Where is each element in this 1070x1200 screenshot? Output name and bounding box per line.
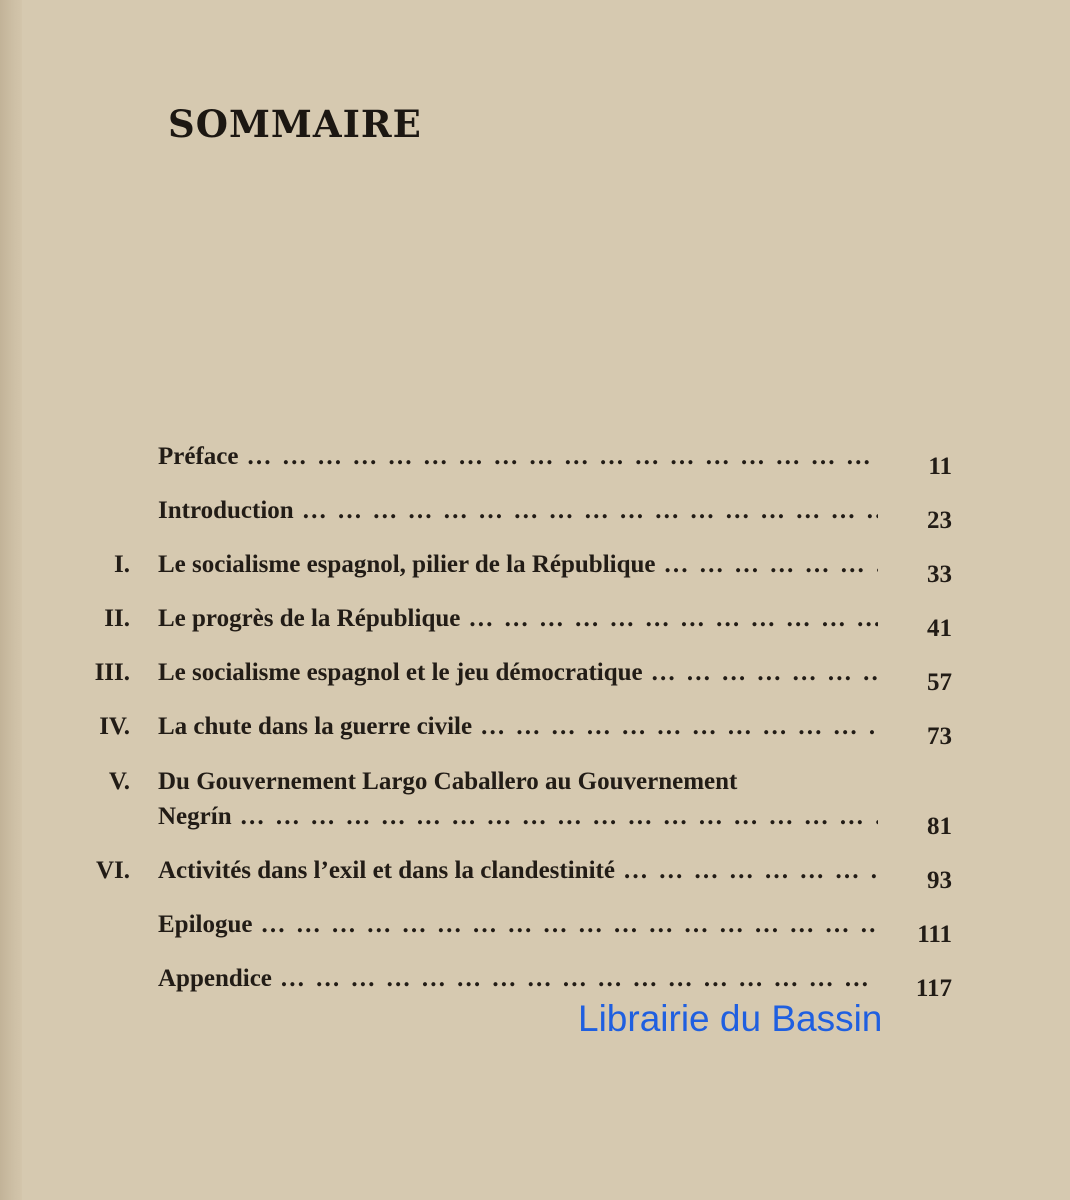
toc-entry-label: Activités dans l’exil et dans la clandestinité … … … … … … … … … … … … … … … … … … … … … … … … … … … … … … … … xyxy=(158,856,878,886)
dot-leader xyxy=(260,910,878,940)
toc-entry-number: IV. xyxy=(99,713,130,740)
toc-entry-label: Le socialisme espagnol, pilier de la République … … … … … … … … … … … … … … … … … … … … … … … … … … … … … … … … xyxy=(158,550,878,580)
dot-leader xyxy=(240,802,878,832)
toc-entry-page: 93 xyxy=(927,867,952,894)
dot-leader xyxy=(480,712,878,742)
dot-leader xyxy=(664,550,879,580)
toc-entry-label-line-1: Du Gouvernement Largo Caballero au Gouvernement xyxy=(158,768,738,795)
toc-entry-page: 23 xyxy=(927,507,952,534)
toc-entry-page: 73 xyxy=(927,723,952,750)
toc-entry-number: II. xyxy=(104,605,130,632)
toc-entry-label: Préface … … … … … … … … … … … … … … … … … … … … … … … … … … … … … … … … xyxy=(158,442,878,472)
toc-entry-label: La chute dans la guerre civile … … … … … … … … … … … … … … … … … … … … … … … … … … … … … … … … xyxy=(158,712,878,742)
toc-entry-page: 11 xyxy=(928,453,952,480)
toc-entry-label: Le progrès de la République … … … … … … … … … … … … … … … … … … … … … … … … … … … … … … … … xyxy=(158,604,878,634)
toc-entry-page: 41 xyxy=(927,615,952,642)
toc-entry-number: III. xyxy=(94,659,130,686)
toc-entry-number: I. xyxy=(114,551,130,578)
toc-entry-page: 57 xyxy=(927,669,952,696)
watermark-text: Librairie du Bassin xyxy=(578,998,883,1039)
toc-entry-page: 81 xyxy=(927,813,952,840)
dot-leader xyxy=(246,442,878,472)
dot-leader xyxy=(651,658,878,688)
toc-entry-number: VI. xyxy=(95,857,130,884)
dot-leader xyxy=(302,496,878,526)
toc-entry-label: Negrín … … … … … … … … … … … … … … … … … … … … … … … … … … … … … … … … xyxy=(158,802,878,832)
toc-entry-label: Le socialisme espagnol et le jeu démocratique … … … … … … … … … … … … … … … … … … … … … … … … … … … … … … … … xyxy=(158,658,878,688)
toc-entry-number: V. xyxy=(108,768,130,795)
page-title: SOMMAIRE xyxy=(168,102,422,146)
toc-entry-page: 111 xyxy=(917,921,952,948)
toc-entry-label: Introduction … … … … … … … … … … … … … … … … … … … … … … … … … … … … … … … … xyxy=(158,496,878,526)
toc-entry-page: 117 xyxy=(915,975,952,1002)
toc-entry-page: 33 xyxy=(927,561,952,588)
dot-leader xyxy=(468,604,878,634)
dot-leader xyxy=(623,856,878,886)
toc-entry-label: Appendice … … … … … … … … … … … … … … … … … … … … … … … … … … … … … … … … xyxy=(158,964,878,994)
toc-entry-label: Epilogue … … … … … … … … … … … … … … … … … … … … … … … … … … … … … … … … xyxy=(158,910,878,940)
dot-leader xyxy=(280,964,878,994)
